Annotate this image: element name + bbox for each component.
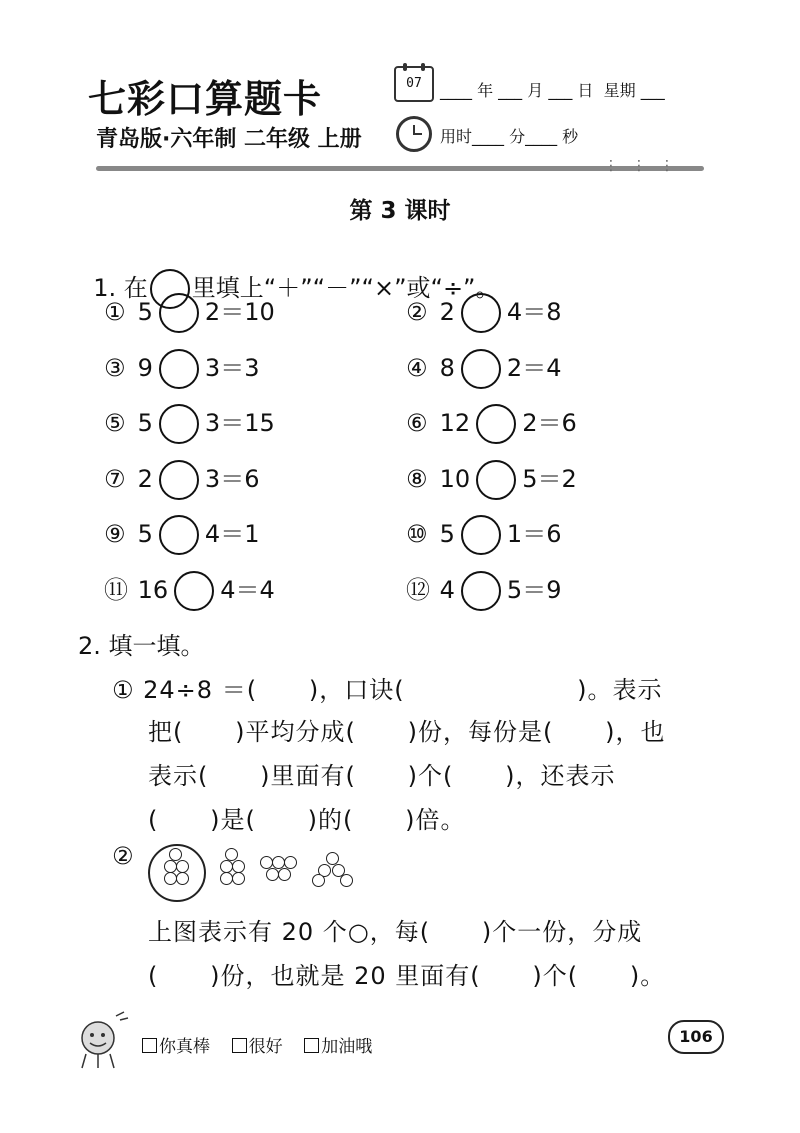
- logo-title: 七彩口算题卡: [88, 76, 323, 121]
- operator-circle[interactable]: [159, 460, 199, 500]
- operand-rest: 1＝6: [506, 520, 562, 548]
- item-number: ②: [406, 298, 428, 326]
- operand-rest: 4＝4: [220, 575, 275, 604]
- date-field: ____ 年 ___ 月 ___ 日 星期 ___: [440, 81, 665, 100]
- q1-prompt-end: 里填上“＋”“－”“×”或“÷”。: [191, 274, 500, 302]
- lesson-title: 第 3 课时: [349, 198, 451, 224]
- q2-p1-line-4: ( )是( )的( )倍。: [148, 806, 466, 834]
- q2-p1-line-3: 表示( )里面有( )个( )，还表示: [148, 762, 616, 790]
- q1-item: [406, 459, 577, 500]
- operand-a: 16: [137, 575, 169, 604]
- operand-a: 5: [137, 409, 153, 437]
- calendar-number: 07: [406, 76, 422, 91]
- operator-circle[interactable]: [461, 571, 501, 611]
- q1-item: [406, 348, 561, 389]
- mascot-icon: [70, 1010, 130, 1072]
- item-number: ①: [104, 298, 126, 326]
- rating-great: 你真棒: [159, 1037, 210, 1057]
- q1-item: [104, 292, 275, 333]
- operator-circle[interactable]: [174, 571, 214, 611]
- q1-item: [406, 292, 561, 333]
- operand-a: 5: [137, 520, 153, 548]
- q1-item: [104, 348, 259, 389]
- operator-circle[interactable]: [159, 293, 199, 333]
- q1-item: [406, 570, 561, 611]
- operator-circle[interactable]: [159, 349, 199, 389]
- item-number: ⑪: [104, 575, 128, 604]
- item-number: ③: [104, 353, 126, 382]
- item-number: ④: [406, 353, 428, 382]
- operand-rest: 3＝6: [204, 464, 260, 493]
- operand-a: 2: [439, 298, 455, 326]
- operand-a: 8: [439, 353, 455, 382]
- operator-circle[interactable]: [461, 293, 501, 333]
- q1-item: [406, 403, 577, 444]
- checkbox-good[interactable]: [232, 1038, 247, 1053]
- operand-a: 5: [137, 298, 153, 326]
- checkbox-great[interactable]: [142, 1038, 157, 1053]
- operand-rest: 3＝15: [204, 409, 275, 437]
- q2-title: 2. 填一填。: [78, 632, 205, 660]
- operand-a: 9: [137, 353, 153, 382]
- rating-try: 加油哦: [321, 1037, 373, 1057]
- checkbox-try[interactable]: [304, 1038, 319, 1053]
- self-rating: [142, 1032, 372, 1057]
- operator-circle[interactable]: [476, 404, 516, 444]
- operand-rest: 2＝6: [522, 409, 577, 437]
- operator-circle[interactable]: [476, 460, 516, 500]
- dot-circle-icon: [312, 874, 325, 887]
- rating-good: 很好: [248, 1037, 283, 1057]
- item-number: ⑥: [406, 409, 428, 437]
- operand-rest: 3＝3: [204, 353, 260, 382]
- edition-label: 青岛版·六年制 二年级 上册: [96, 127, 362, 152]
- q1-item: [104, 403, 275, 444]
- dot-circle-icon: [284, 856, 297, 869]
- dot-circle-icon: [176, 872, 189, 885]
- dot-circle-icon: [340, 874, 353, 887]
- q2-p1-line-1: ① 24÷8 ＝( )，口诀( )。表示: [112, 676, 663, 704]
- operand-a: 10: [439, 464, 471, 493]
- q1-item: [104, 459, 259, 500]
- operand-a: 2: [137, 464, 153, 493]
- item-number: ⑤: [104, 409, 126, 437]
- clock-icon: [396, 116, 432, 152]
- dot-circle-icon: [232, 872, 245, 885]
- calendar-icon: [394, 66, 434, 102]
- operator-circle[interactable]: [159, 404, 199, 444]
- divider-dots: ⋮⋮⋮: [604, 158, 688, 174]
- q1-prompt-start: 1. 在: [93, 274, 148, 302]
- operand-rest: 4＝8: [506, 298, 562, 326]
- operand-rest: 2＝10: [204, 298, 275, 326]
- q1-item: [104, 514, 259, 555]
- operand-rest: 5＝9: [506, 575, 562, 604]
- q2-part2-number: ②: [112, 842, 135, 870]
- q2-p2-line-1: 上图表示有 20 个○，每( )个一份，分成: [148, 918, 643, 946]
- dot-circle-icon: [278, 868, 291, 881]
- item-number: ⑫: [406, 575, 430, 604]
- q2-p1-line-2: 把( )平均分成( )份，每份是( )，也: [148, 718, 666, 746]
- page-number: 106: [668, 1020, 724, 1054]
- item-number: ⑩: [406, 520, 428, 548]
- time-field: 用时____ 分____ 秒: [440, 127, 579, 146]
- operand-rest: 4＝1: [204, 520, 260, 548]
- operand-rest: 2＝4: [506, 353, 562, 382]
- item-number: ⑧: [406, 464, 428, 493]
- item-number: ⑦: [104, 464, 126, 493]
- operand-rest: 5＝2: [522, 464, 577, 493]
- q1-item: [104, 570, 275, 611]
- item-number: ⑨: [104, 520, 126, 548]
- operator-circle[interactable]: [159, 515, 199, 555]
- operand-a: 12: [439, 409, 471, 437]
- operand-a: 5: [439, 520, 455, 548]
- q2-p2-line-2: ( )份，也就是 20 里面有( )个( )。: [148, 962, 666, 990]
- operand-a: 4: [439, 575, 455, 604]
- operator-circle[interactable]: [461, 349, 501, 389]
- q1-item: [406, 514, 561, 555]
- operator-circle[interactable]: [461, 515, 501, 555]
